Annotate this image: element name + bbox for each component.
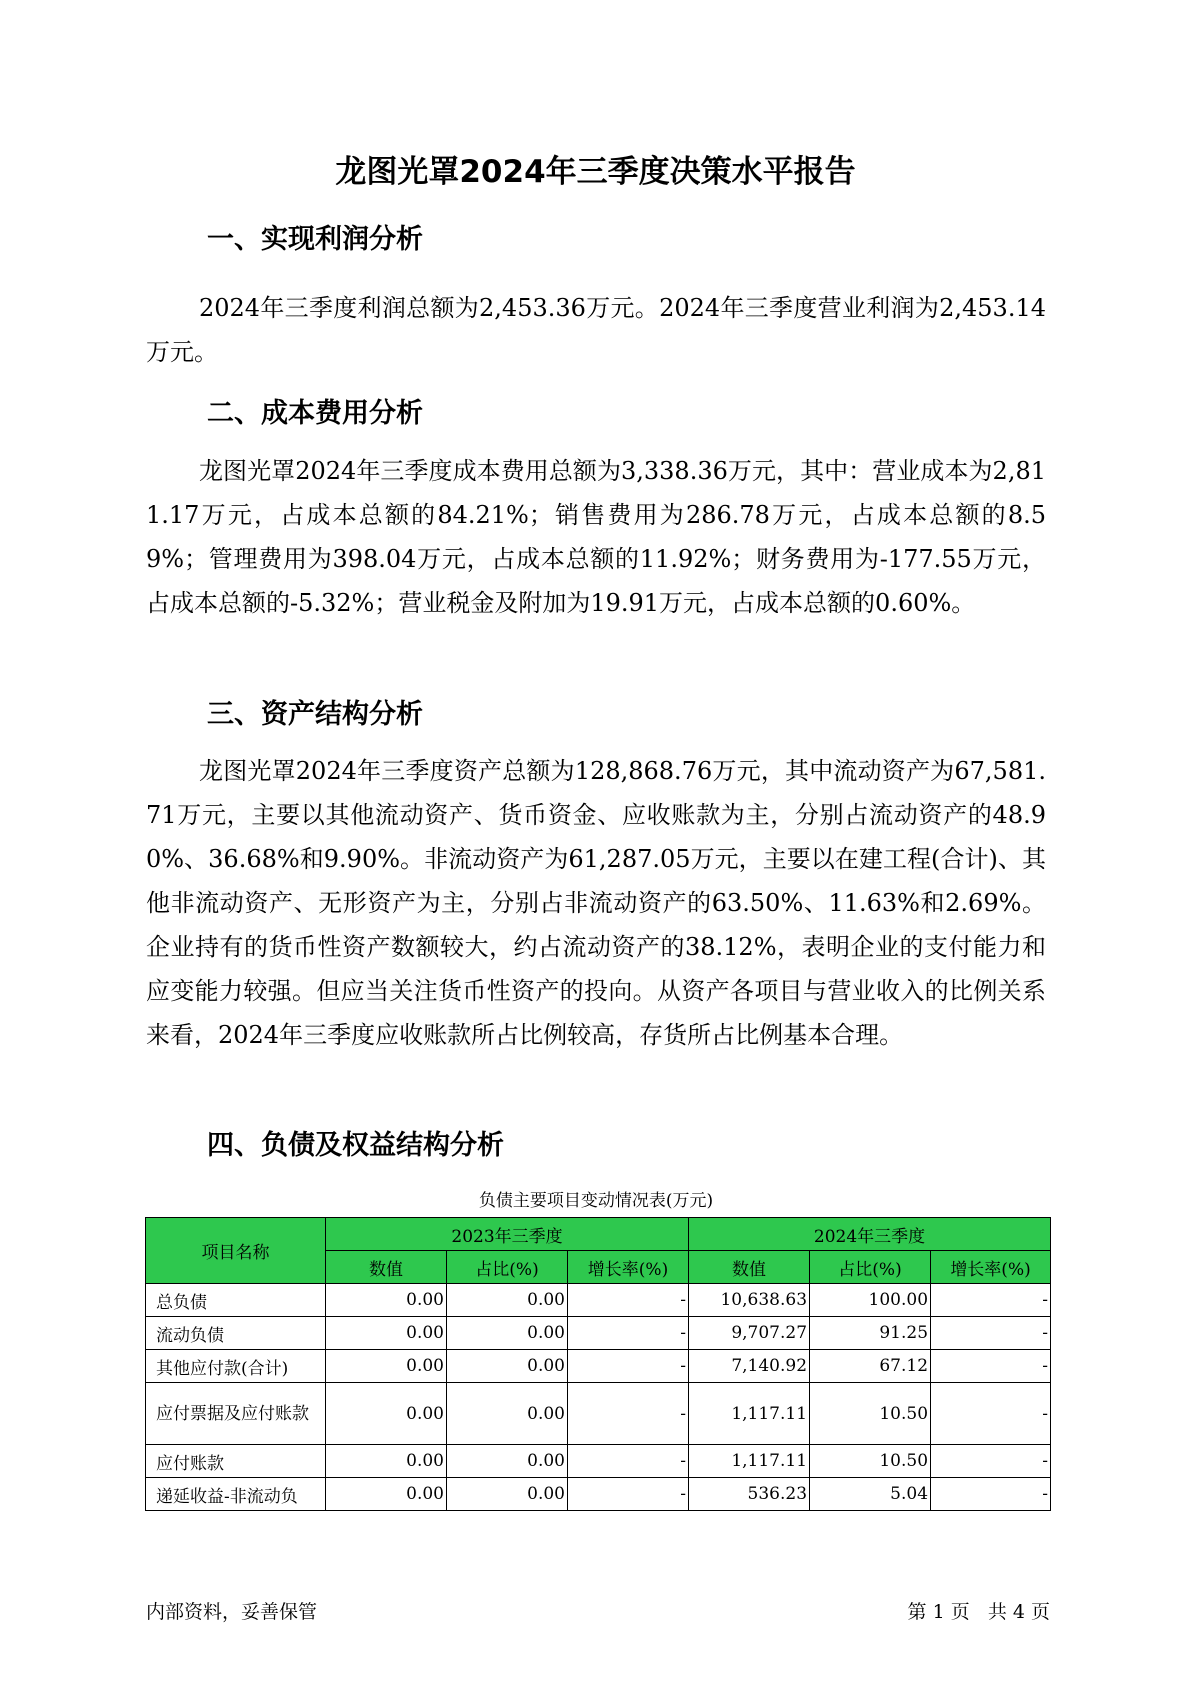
table-row [146, 1478, 1051, 1511]
growth-2024: - [931, 1445, 1051, 1478]
value-2024: 7,140.92 [689, 1350, 810, 1383]
value-2024: 1,117.11 [689, 1445, 810, 1478]
growth-2024: - [931, 1317, 1051, 1350]
value-2024: 1,117.11 [689, 1383, 810, 1445]
header-period-2023: 2023年三季度 [326, 1218, 689, 1251]
growth-2023: - [568, 1350, 689, 1383]
value-2023: 0.00 [326, 1383, 447, 1445]
share-2024: 91.25 [810, 1317, 931, 1350]
header-share-2023: 占比(%) [447, 1251, 568, 1284]
table-row [146, 1383, 1051, 1445]
value-2023: 0.00 [326, 1445, 447, 1478]
value-2023: 0.00 [326, 1284, 447, 1317]
share-2023: 0.00 [447, 1383, 568, 1445]
row-name: 流动负债 [146, 1317, 326, 1350]
section-heading-assets: 三、资产结构分析 [207, 699, 423, 730]
liabilities-table [145, 1217, 1051, 1511]
share-2024: 67.12 [810, 1350, 931, 1383]
share-2023: 0.00 [447, 1445, 568, 1478]
table-row [146, 1317, 1051, 1350]
header-item-name: 项目名称 [146, 1218, 326, 1284]
share-2024: 5.04 [810, 1478, 931, 1511]
footer-page-number: 第 1 页 共 4 页 [907, 1601, 1050, 1623]
share-2024: 10.50 [810, 1445, 931, 1478]
share-2023: 0.00 [447, 1317, 568, 1350]
growth-2024: - [931, 1478, 1051, 1511]
value-2023: 0.00 [326, 1350, 447, 1383]
value-2024: 10,638.63 [689, 1284, 810, 1317]
value-2023: 0.00 [326, 1478, 447, 1511]
row-name: 应付账款 [146, 1445, 326, 1478]
growth-2024: - [931, 1284, 1051, 1317]
share-2024: 10.50 [810, 1383, 931, 1445]
row-name: 其他应付款(合计) [146, 1350, 326, 1383]
share-2023: 0.00 [447, 1478, 568, 1511]
header-value-2023: 数值 [326, 1251, 447, 1284]
table-row [146, 1350, 1051, 1383]
share-2023: 0.00 [447, 1350, 568, 1383]
section-paragraph-assets: 龙图光罩2024年三季度资产总额为128,868.76万元，其中流动资产为67,581.71万元，主要以其他流动资产、货币资金、应收账款为主，分别占流动资产的48.90%、36.68%和9.90%。非流动资产为61,287.05万元，主要以在建工程(合计)、其他非流动资产、无形资产为主，分别占非流动资产的63.50%、11.63%和2.69%。企业持有的货币性资产数额较大，约占流动资产的38.12%，表明企业的支付能力和应变能力较强。但应当关注货币性资产的投向。从资产各项目与营业收入的比例关系来看，2024年三季度应收账款所占比例较高，存货所占比例基本合理。 [146, 757, 1046, 1049]
row-name: 总负债 [146, 1284, 326, 1317]
growth-2023: - [568, 1445, 689, 1478]
header-share-2024: 占比(%) [810, 1251, 931, 1284]
header-growth-2024: 增长率(%) [931, 1251, 1051, 1284]
section-paragraph-cost: 龙图光罩2024年三季度成本费用总额为3,338.36万元，其中：营业成本为2,811.17万元，占成本总额的84.21%；销售费用为286.78万元，占成本总额的8.59%；管理费用为398.04万元，占成本总额的11.92%；财务费用为-177.55万元，占成本总额的-5.32%；营业税金及附加为19.91万元，占成本总额的0.60%。 [146, 457, 1046, 617]
table-row [146, 1284, 1051, 1317]
header-value-2024: 数值 [689, 1251, 810, 1284]
document-title: 龙图光罩2024年三季度决策水平报告 [335, 154, 856, 190]
share-2024: 100.00 [810, 1284, 931, 1317]
share-2023: 0.00 [447, 1284, 568, 1317]
section-heading-cost: 二、成本费用分析 [207, 398, 423, 429]
section-heading-profit: 一、实现利润分析 [207, 224, 423, 255]
growth-2023: - [568, 1478, 689, 1511]
value-2024: 536.23 [689, 1478, 810, 1511]
section-heading-liabilities: 四、负债及权益结构分析 [207, 1130, 504, 1161]
growth-2023: - [568, 1317, 689, 1350]
growth-2024: - [931, 1383, 1051, 1445]
header-growth-2023: 增长率(%) [568, 1251, 689, 1284]
section-paragraph-profit: 2024年三季度利润总额为2,453.36万元。2024年三季度营业利润为2,453.14万元。 [146, 294, 1046, 366]
growth-2024: - [931, 1350, 1051, 1383]
footer-confidential-note: 内部资料，妥善保管 [146, 1601, 318, 1623]
value-2023: 0.00 [326, 1317, 447, 1350]
table-row [146, 1445, 1051, 1478]
table-caption: 负债主要项目变动情况表(万元) [478, 1191, 714, 1211]
header-period-2024: 2024年三季度 [689, 1218, 1051, 1251]
growth-2023: - [568, 1284, 689, 1317]
value-2024: 9,707.27 [689, 1317, 810, 1350]
row-name: 递延收益-非流动负 [146, 1478, 326, 1511]
growth-2023: - [568, 1383, 689, 1445]
row-name: 应付票据及应付账款 [146, 1383, 326, 1445]
